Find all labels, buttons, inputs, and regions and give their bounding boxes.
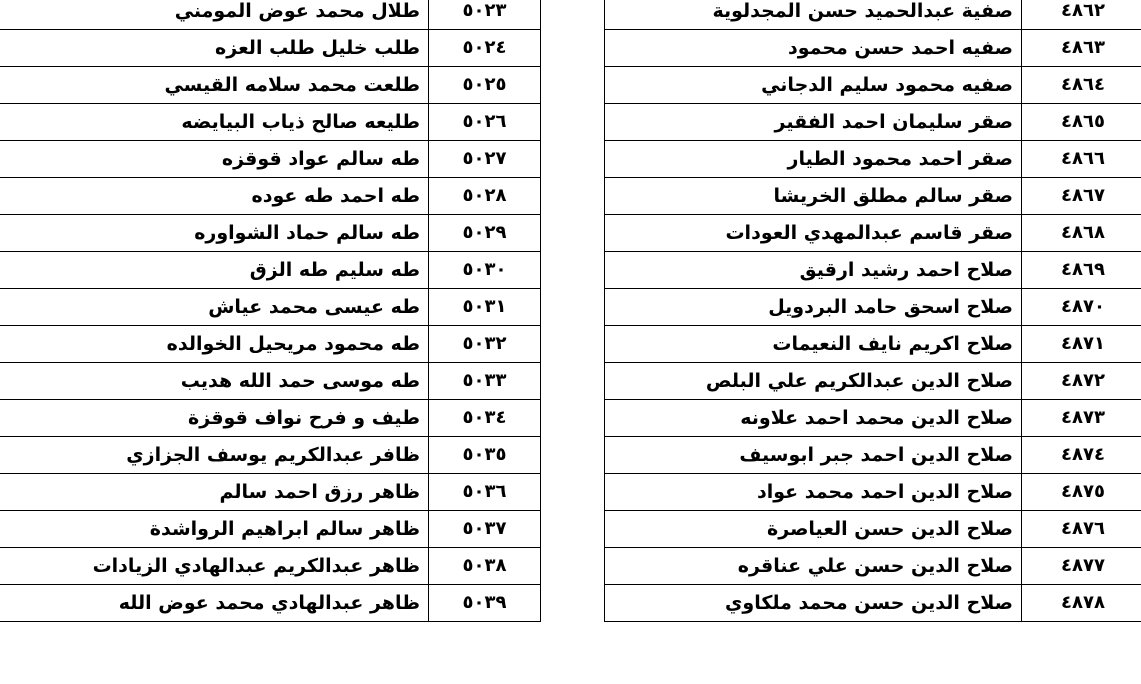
- row-number: ٥٠٣٠: [429, 252, 541, 289]
- table-row: [0, 511, 541, 548]
- person-name: صلاح الدين حسن محمد ملكاوي: [605, 585, 1022, 622]
- row-number: ٤٨٦٦: [1022, 141, 1141, 178]
- table-row: [0, 474, 541, 511]
- row-number: ٤٨٧٢: [1022, 363, 1141, 400]
- row-number: ٥٠٢٨: [429, 178, 541, 215]
- row-number: ٥٠٣٩: [429, 585, 541, 622]
- row-number: ٤٨٦٢: [1022, 0, 1141, 30]
- right-table-body: [605, 0, 1141, 622]
- table-row: [0, 67, 541, 104]
- row-number: ٤٨٧٧: [1022, 548, 1141, 585]
- row-number: ٤٨٧٤: [1022, 437, 1141, 474]
- table-row: [0, 141, 541, 178]
- row-number: ٥٠٣١: [429, 289, 541, 326]
- person-name: صلاح الدين احمد محمد عواد: [605, 474, 1022, 511]
- row-number: ٤٨٦٨: [1022, 215, 1141, 252]
- row-number: ٤٨٧٥: [1022, 474, 1141, 511]
- table-row: [605, 585, 1141, 622]
- person-name: صقر سالم مطلق الخريشا: [605, 178, 1022, 215]
- person-name: صلاح احمد رشيد ارقيق: [605, 252, 1022, 289]
- row-number: ٥٠٢٥: [429, 67, 541, 104]
- person-name: صلاح الدين محمد احمد علاونه: [605, 400, 1022, 437]
- person-name: ظاهر عبدالكريم عبدالهادي الزيادات: [0, 548, 429, 585]
- row-number: ٥٠٣٦: [429, 474, 541, 511]
- row-number: ٥٠٣٧: [429, 511, 541, 548]
- row-number: ٤٨٧١: [1022, 326, 1141, 363]
- left-names-table: [0, 0, 541, 622]
- person-name: صلاح اكريم نايف النعيمات: [605, 326, 1022, 363]
- row-number: ٥٠٣٨: [429, 548, 541, 585]
- person-name: طه احمد طه عوده: [0, 178, 429, 215]
- table-row: [0, 30, 541, 67]
- person-name: طليعه صالح ذياب البيايضه: [0, 104, 429, 141]
- table-row: [0, 585, 541, 622]
- table-row: [605, 67, 1141, 104]
- person-name: صلاح الدين عبدالكريم علي البلص: [605, 363, 1022, 400]
- row-number: ٥٠٢٧: [429, 141, 541, 178]
- person-name: صفيه احمد حسن محمود: [605, 30, 1022, 67]
- person-name: ظاهر رزق احمد سالم: [0, 474, 429, 511]
- table-row: [605, 511, 1141, 548]
- person-name: طه عيسى محمد عياش: [0, 289, 429, 326]
- table-row: [605, 326, 1141, 363]
- person-name: ظافر عبدالكريم يوسف الجزازي: [0, 437, 429, 474]
- table-row: [605, 289, 1141, 326]
- person-name: طلعت محمد سلامه القيسي: [0, 67, 429, 104]
- row-number: ٥٠٢٣: [429, 0, 541, 30]
- row-number: ٥٠٣٥: [429, 437, 541, 474]
- row-number: ٥٠٢٤: [429, 30, 541, 67]
- row-number: ٥٠٣٤: [429, 400, 541, 437]
- table-row: [605, 178, 1141, 215]
- person-name: طيف و فرح نواف قوقزة: [0, 400, 429, 437]
- person-name: طلال محمد عوض المومني: [0, 0, 429, 30]
- person-name: طه سالم حماد الشواوره: [0, 215, 429, 252]
- table-row: [0, 215, 541, 252]
- row-number: ٥٠٣٢: [429, 326, 541, 363]
- table-row: [0, 0, 541, 30]
- row-number: ٥٠٢٩: [429, 215, 541, 252]
- table-row: [605, 141, 1141, 178]
- table-row: [0, 178, 541, 215]
- row-number: ٤٨٦٧: [1022, 178, 1141, 215]
- table-row: [0, 326, 541, 363]
- row-number: ٤٨٦٩: [1022, 252, 1141, 289]
- table-row: [605, 0, 1141, 30]
- person-name: صلاح الدين حسن العياصرة: [605, 511, 1022, 548]
- row-number: ٥٠٢٦: [429, 104, 541, 141]
- person-name: طه موسى حمد الله هديب: [0, 363, 429, 400]
- row-number: ٤٨٧٨: [1022, 585, 1141, 622]
- table-row: [605, 474, 1141, 511]
- table-row: [0, 400, 541, 437]
- person-name: طه سليم طه الزق: [0, 252, 429, 289]
- table-row: [0, 289, 541, 326]
- table-row: [605, 400, 1141, 437]
- person-name: صلاح الدين احمد جبر ابوسيف: [605, 437, 1022, 474]
- table-row: [605, 30, 1141, 67]
- person-name: صفية عبدالحميد حسن المجدلوية: [605, 0, 1022, 30]
- person-name: طه محمود مريحيل الخوالده: [0, 326, 429, 363]
- table-row: [605, 548, 1141, 585]
- person-name: صقر قاسم عبدالمهدي العودات: [605, 215, 1022, 252]
- person-name: صفيه محمود سليم الدجاني: [605, 67, 1022, 104]
- row-number: ٤٨٦٣: [1022, 30, 1141, 67]
- table-row: [0, 363, 541, 400]
- person-name: ظاهر سالم ابراهيم الرواشدة: [0, 511, 429, 548]
- person-name: طه سالم عواد قوقزه: [0, 141, 429, 178]
- table-row: [605, 215, 1141, 252]
- table-row: [605, 437, 1141, 474]
- table-row: [0, 548, 541, 585]
- person-name: صقر سليمان احمد الفقير: [605, 104, 1022, 141]
- row-number: ٤٨٧٦: [1022, 511, 1141, 548]
- table-row: [605, 363, 1141, 400]
- row-number: ٥٠٣٣: [429, 363, 541, 400]
- table-row: [605, 104, 1141, 141]
- table-row: [0, 104, 541, 141]
- row-number: ٤٨٧٣: [1022, 400, 1141, 437]
- person-name: ظاهر عبدالهادي محمد عوض الله: [0, 585, 429, 622]
- table-row: [0, 437, 541, 474]
- person-name: صلاح اسحق حامد البردويل: [605, 289, 1022, 326]
- right-names-table: [604, 0, 1141, 622]
- row-number: ٤٨٦٥: [1022, 104, 1141, 141]
- person-name: طلب خليل طلب العزه: [0, 30, 429, 67]
- left-table-body: [0, 0, 541, 622]
- row-number: ٤٨٧٠: [1022, 289, 1141, 326]
- person-name: صقر احمد محمود الطيار: [605, 141, 1022, 178]
- table-row: [0, 252, 541, 289]
- person-name: صلاح الدين حسن علي عناقره: [605, 548, 1022, 585]
- row-number: ٤٨٦٤: [1022, 67, 1141, 104]
- table-row: [605, 252, 1141, 289]
